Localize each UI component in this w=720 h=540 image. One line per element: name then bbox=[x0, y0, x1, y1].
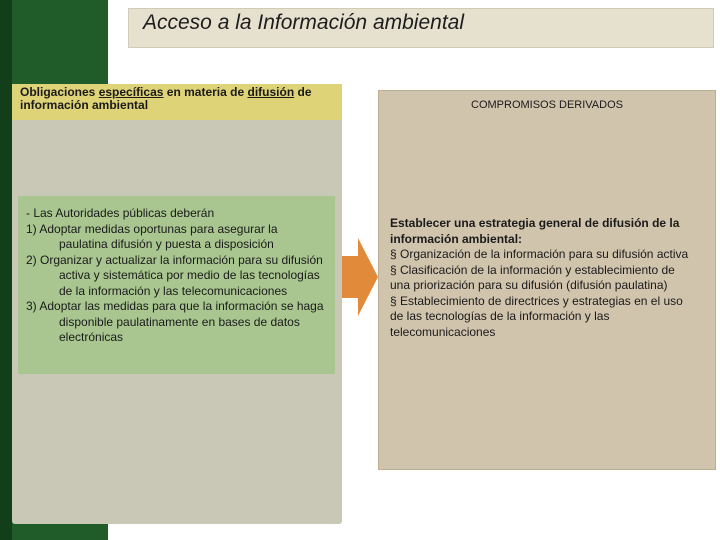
sidebar-strip bbox=[0, 0, 12, 540]
arrow-right-icon bbox=[340, 236, 380, 318]
header-word-especificas: específicas bbox=[98, 85, 164, 99]
header-suffix: de información ambiental bbox=[20, 85, 312, 112]
left-panel-header bbox=[12, 84, 342, 120]
header-prefix: Obligaciones bbox=[20, 85, 96, 99]
header-middle: en materia de bbox=[166, 85, 245, 99]
commitment-item-1: § Organización de la información para su difusión activa bbox=[390, 247, 689, 261]
commitments-heading: Establecer una estrategia general de difusión de la información ambiental: bbox=[390, 216, 680, 246]
page-title: Acceso a la Información ambiental bbox=[143, 11, 464, 34]
obligation-item-1: 1) Adoptar medidas oportunas para asegurar la paulatina difusión y puesta a disposición bbox=[26, 221, 278, 251]
obligations-box bbox=[18, 196, 335, 374]
title-bar bbox=[128, 8, 714, 48]
commitment-item-3: § Establecimiento de directrices y estrategias en el uso de las tecnologías de la información y las telecomunicaciones bbox=[390, 293, 683, 339]
obligation-item-3: 3) Adoptar las medidas para que la información se haga disponible paulatinamente en bases de datos electrónicas bbox=[26, 299, 324, 344]
commitment-item-2: § Clasificación de la información y establecimiento de una priorización para su difusión (difusión paulatina) bbox=[390, 262, 675, 292]
right-panel-header: COMPROMISOS DERIVADOS bbox=[471, 99, 623, 111]
commitments-box bbox=[384, 214, 704, 364]
obligations-heading: - Las Autoridades públicas deberán bbox=[26, 206, 215, 220]
obligation-item-2: 2) Organizar y actualizar la información para su difusión activa y sistemática por medio de las tecnologías de la información y las telecomunicaciones bbox=[26, 252, 323, 298]
header-word-difusion: difusión bbox=[247, 85, 295, 99]
